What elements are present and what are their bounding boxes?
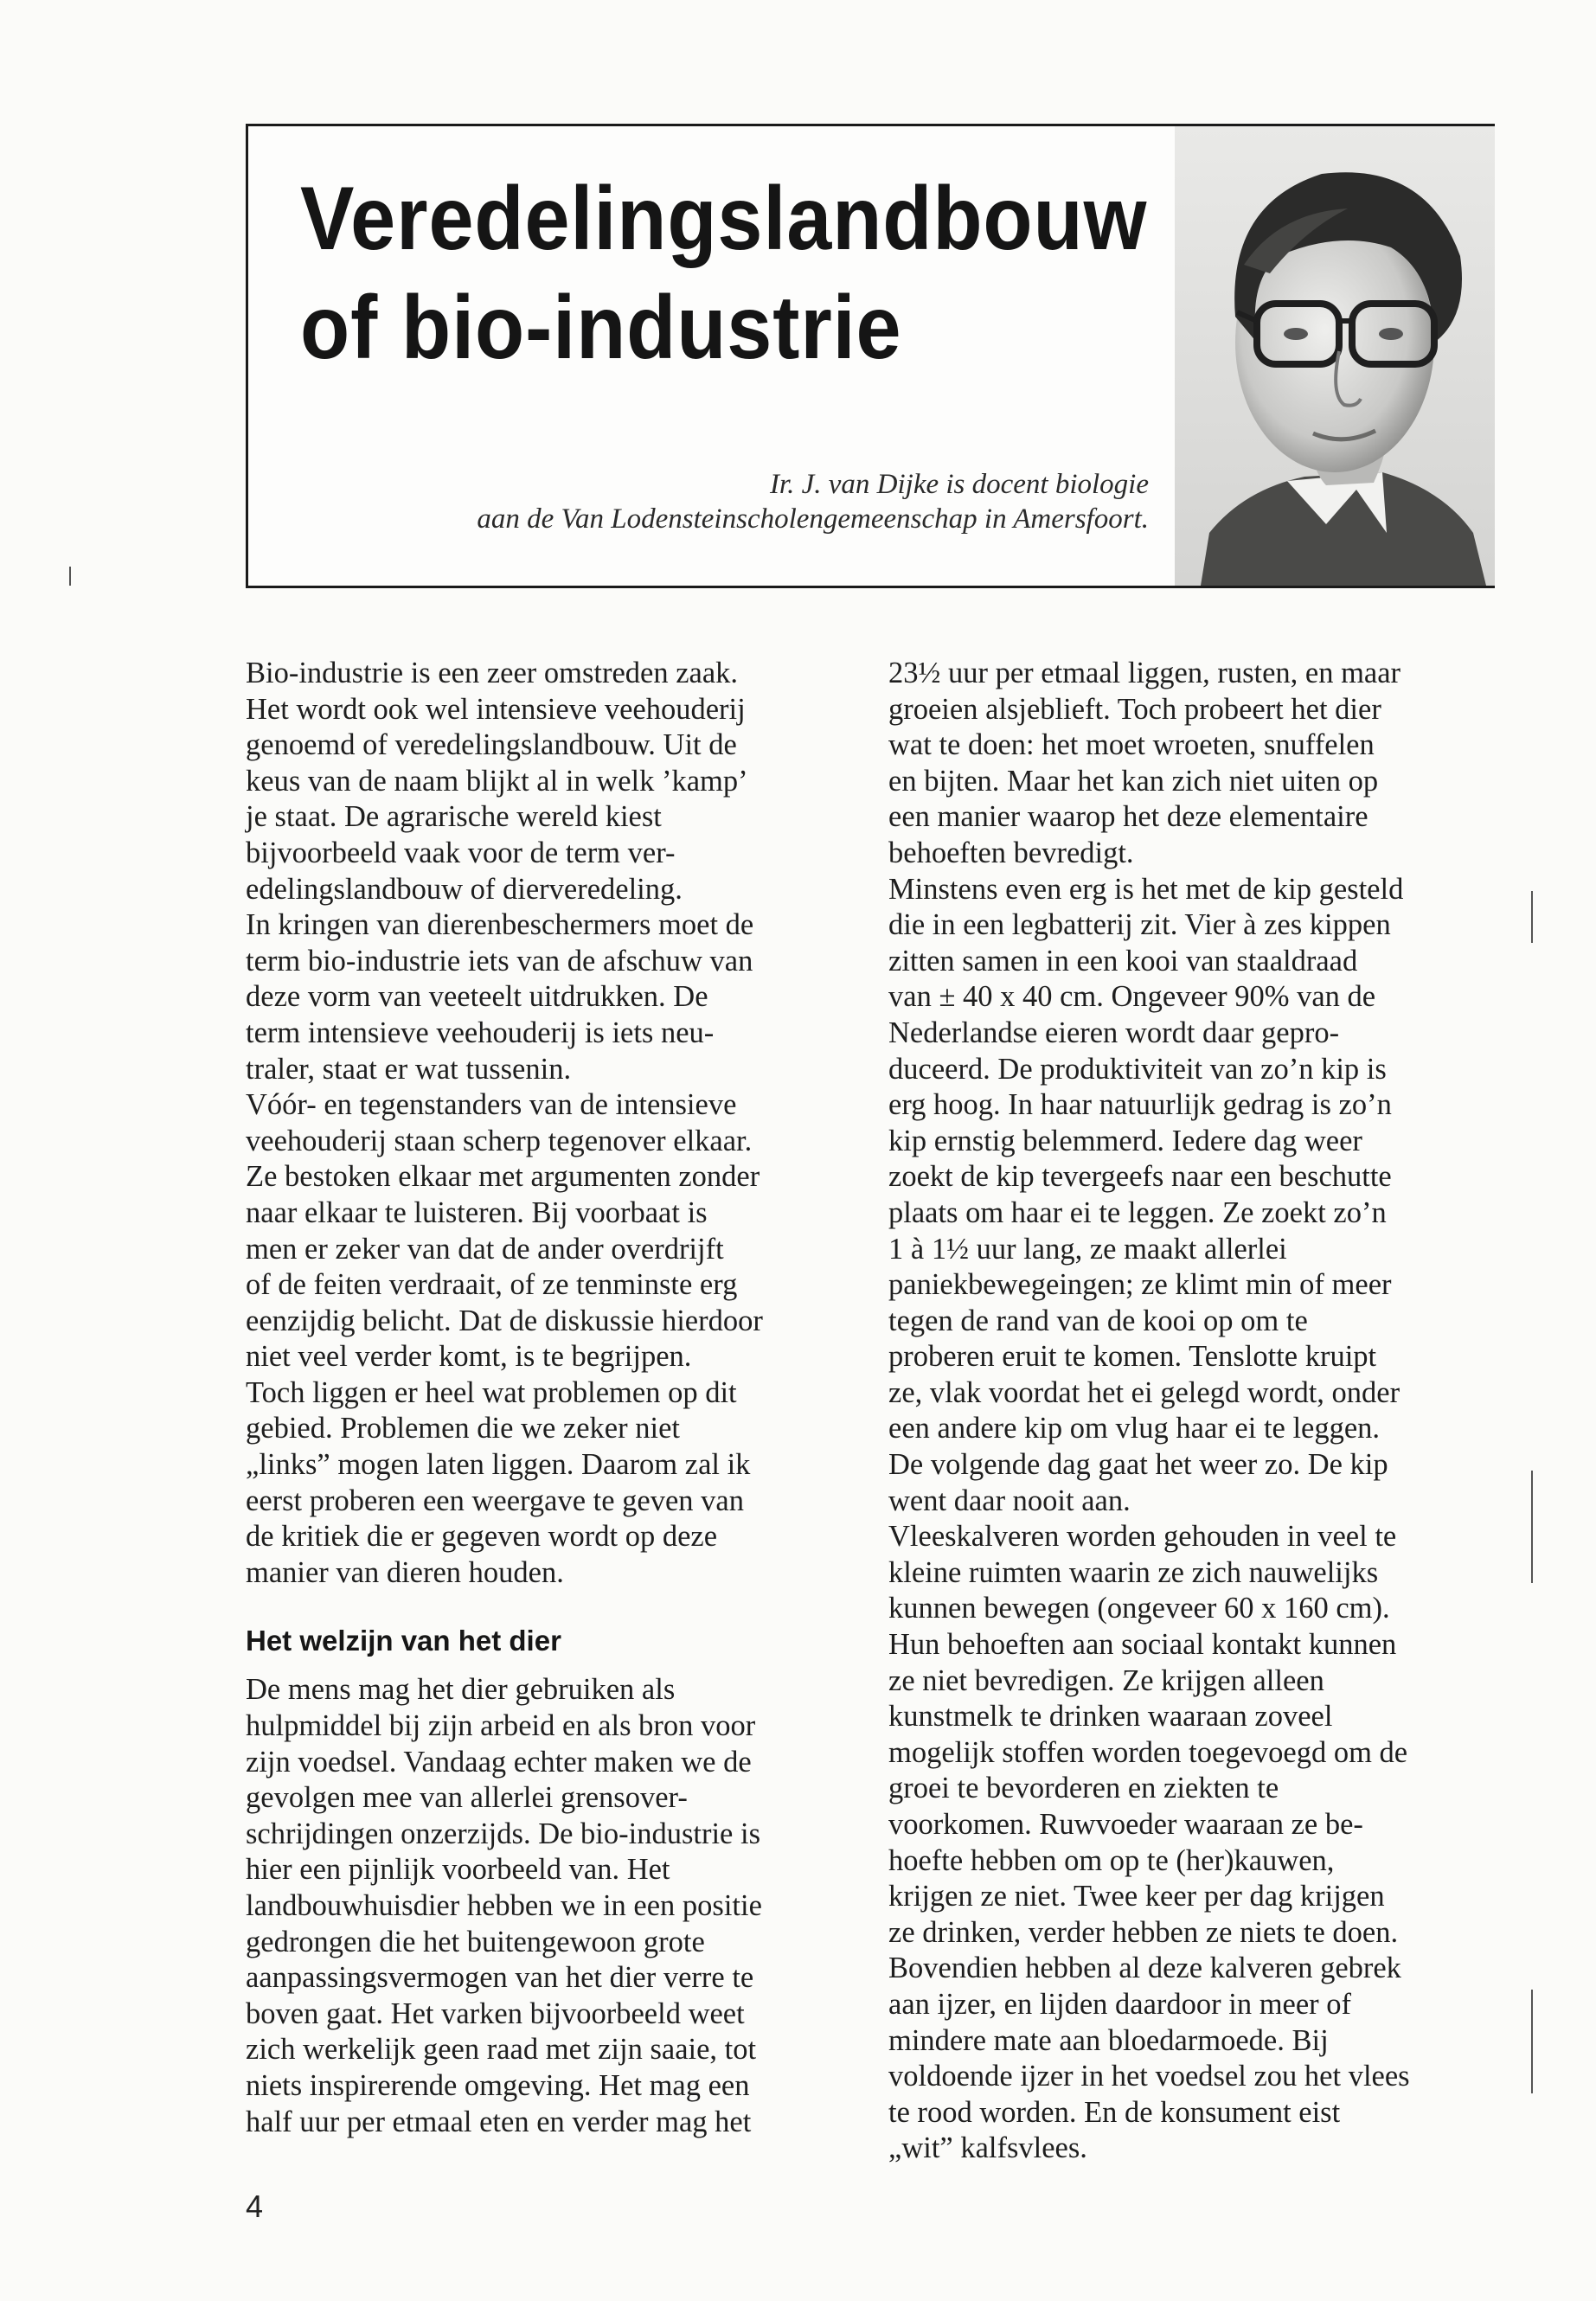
text-line: schrijdingen onzerzijds. De bio-industrie is [246, 1817, 760, 1850]
text-line: mindere mate aan bloedarmoede. Bij [888, 2023, 1329, 2057]
text-line: Nederlandse eieren wordt daar gepro- [888, 1016, 1340, 1049]
text-line: 23½ uur per etmaal liggen, rusten, en maar [888, 657, 1401, 689]
text-line: half uur per etmaal eten en verder mag het [246, 2105, 752, 2138]
section-heading: Het welzijn van het dier [246, 1625, 561, 1657]
scan-edge-line [1531, 1471, 1533, 1583]
text-line: kleine ruimten waarin ze zich nauwelijks [888, 1555, 1379, 1589]
text-line: term intensieve veehouderij is iets neu- [246, 1016, 715, 1049]
article-right-column [888, 656, 1494, 2167]
text-line: van ± 40 x 40 cm. Ongeveer 90% van de [888, 980, 1376, 1014]
text-line: ze niet bevredigen. Ze krijgen alleen [888, 1663, 1324, 1697]
text-line: ze drinken, verder hebben ze niets te doen. [888, 1915, 1399, 1949]
text-line: de kritiek die er gegeven wordt op deze [246, 1520, 718, 1554]
text-line: en bijten. Maar het kan zich niet uiten op [888, 764, 1379, 798]
text-line: men er zeker van dat de ander overdrijft [246, 1232, 724, 1266]
text-line: mogelijk stoffen worden toegevoegd om de [888, 1735, 1408, 1769]
text-line: bijvoorbeeld vaak voor de term ver- [246, 836, 676, 869]
text-line: hier een pijnlijk voorbeeld van. Het [246, 1853, 670, 1887]
text-line: 1 à 1½ uur lang, ze maakt allerlei [888, 1232, 1287, 1266]
text-line: Vóór- en tegenstanders van de intensieve [246, 1088, 737, 1122]
article-header-box [246, 124, 1495, 588]
text-line: De mens mag het dier gebruiken als [246, 1673, 676, 1707]
text-line: Bio-industrie is een zeer omstreden zaak. [246, 657, 739, 689]
text-line: hoefte hebben om op te (her)kauwen, [888, 1843, 1335, 1877]
text-line: De volgende dag gaat het weer zo. De kip [888, 1448, 1388, 1482]
scan-edge-mark [69, 567, 71, 586]
text-line: Het wordt ook wel intensieve veehouderij [246, 692, 746, 726]
text-line: groeien alsjeblieft. Toch probeert het dier [888, 692, 1381, 726]
text-line: tegen de rand van de kooi op om te [888, 1304, 1308, 1337]
text-line: voorkomen. Ruwvoeder waaraan ze be- [888, 1808, 1363, 1841]
text-line: hulpmiddel bij zijn arbeid en als bron voor [246, 1709, 756, 1743]
text-line: erg hoog. In haar natuurlijk gedrag is zo’n [888, 1088, 1392, 1122]
author-note-line-1: Ir. J. van Dijke is docent biologie [769, 469, 1149, 500]
text-line: Minstens even erg is het met de kip gesteld [888, 872, 1404, 906]
author-portrait-photo [1175, 126, 1495, 586]
text-line: naar elkaar te luisteren. Bij voorbaat is [246, 1195, 708, 1229]
text-line: een manier waarop het deze elementaire [888, 800, 1368, 834]
text-line: je staat. De agrarische wereld kiest [246, 800, 662, 834]
text-line: „wit” kalfsvlees. [888, 2131, 1087, 2165]
article-title-line-1: Veredelingslandbouw [300, 169, 1148, 269]
text-line: voldoende ijzer in het voedsel zou het vlees [888, 2060, 1410, 2093]
text-line: kunstmelk te drinken waaraan zoveel [888, 1700, 1333, 1734]
text-line: proberen eruit te komen. Tenslotte kruipt [888, 1340, 1377, 1374]
text-line: manier van dieren houden. [246, 1555, 564, 1589]
text-line: niet veel verder komt, is te begrijpen. [246, 1340, 692, 1374]
text-line: groei te bevorderen en ziekten te [888, 1772, 1279, 1805]
text-line: behoeften bevredigt. [888, 836, 1134, 869]
article-left-column [246, 656, 851, 2140]
text-line: gebied. Problemen die we zeker niet [246, 1412, 680, 1445]
text-line: kunnen bewegen (ongeveer 60 x 160 cm). [888, 1592, 1390, 1625]
text-line: Toch liggen er heel wat problemen op dit [246, 1375, 737, 1409]
text-line: veehouderij staan scherp tegenover elkaar. [246, 1124, 753, 1157]
text-line: krijgen ze niet. Twee keer per dag krijgen [888, 1880, 1385, 1913]
text-line: die in een legbatterij zit. Vier à zes kippen [888, 908, 1391, 942]
text-line: paniekbewegeingen; ze klimt min of meer [888, 1268, 1392, 1302]
scan-edge-line [1531, 1990, 1533, 2093]
text-line: een andere kip om vlug haar ei te leggen. [888, 1412, 1381, 1445]
text-line: traler, staat er wat tussenin. [246, 1052, 572, 1086]
text-line: Vleeskalveren worden gehouden in veel te [888, 1520, 1397, 1554]
text-line: zijn voedsel. Vandaag echter maken we de [246, 1745, 752, 1779]
text-line: zich werkelijk geen raad met zijn saaie, tot [246, 2033, 757, 2067]
text-line: term bio-industrie iets van de afschuw van [246, 944, 753, 977]
text-line: deze vorm van veeteelt uitdrukken. De [246, 980, 708, 1014]
text-line: genoemd of veredelingslandbouw. Uit de [246, 728, 737, 762]
text-line: landbouwhuisdier hebben we in een positie [246, 1889, 762, 1922]
scan-edge-line [1531, 891, 1533, 943]
author-note-line-2: aan de Van Lodensteinscholengemeenschap in Amersfoort. [477, 503, 1149, 535]
text-line: Ze bestoken elkaar met argumenten zonder [246, 1160, 760, 1194]
text-line: „links” mogen laten liggen. Daarom zal ik [246, 1448, 751, 1482]
text-line: Bovendien hebben al deze kalveren gebrek [888, 1952, 1401, 1985]
text-line: keus van de naam blijkt al in welk ’kamp’ [246, 764, 748, 798]
text-line: eenzijdig belicht. Dat de diskussie hierdoor [246, 1304, 763, 1337]
text-line: gevolgen mee van allerlei grensover- [246, 1781, 688, 1815]
text-line: plaats om haar ei te leggen. Ze zoekt zo’n [888, 1195, 1387, 1229]
text-line: aanpassingsvermogen van het dier verre te [246, 1961, 754, 1995]
text-line: kip ernstig belemmerd. Iedere dag weer [888, 1124, 1362, 1157]
text-line: Hun behoeften aan sociaal kontakt kunnen [888, 1628, 1397, 1662]
text-line: went daar nooit aan. [888, 1484, 1131, 1517]
article-title-line-2: of bio-industrie [300, 278, 902, 378]
text-line: te rood worden. En de konsument eist [888, 2095, 1341, 2129]
text-line: duceerd. De produktiviteit van zo’n kip is [888, 1052, 1387, 1086]
page-number: 4 [246, 2189, 264, 2224]
text-line: boven gaat. Het varken bijvoorbeeld weet [246, 1997, 745, 2030]
text-line: niets inspirerende omgeving. Het mag een [246, 2068, 750, 2102]
text-line: In kringen van dierenbeschermers moet de [246, 908, 754, 942]
text-line: eerst proberen een weergave te geven van [246, 1484, 744, 1517]
text-line: aan ijzer, en lijden daardoor in meer of [888, 1987, 1352, 2021]
text-line: wat te doen: het moet wroeten, snuffelen [888, 728, 1375, 762]
text-line: zoekt de kip tevergeefs naar een beschutte [888, 1160, 1392, 1194]
text-line: zitten samen in een kooi van staaldraad [888, 944, 1358, 977]
text-line: ze, vlak voordat het ei gelegd wordt, onder [888, 1375, 1401, 1409]
text-line: edelingslandbouw of dierveredeling. [246, 872, 683, 906]
text-line: gedrongen die het buitengewoon grote [246, 1925, 705, 1958]
text-line: of de feiten verdraait, of ze tenminste erg [246, 1268, 738, 1302]
